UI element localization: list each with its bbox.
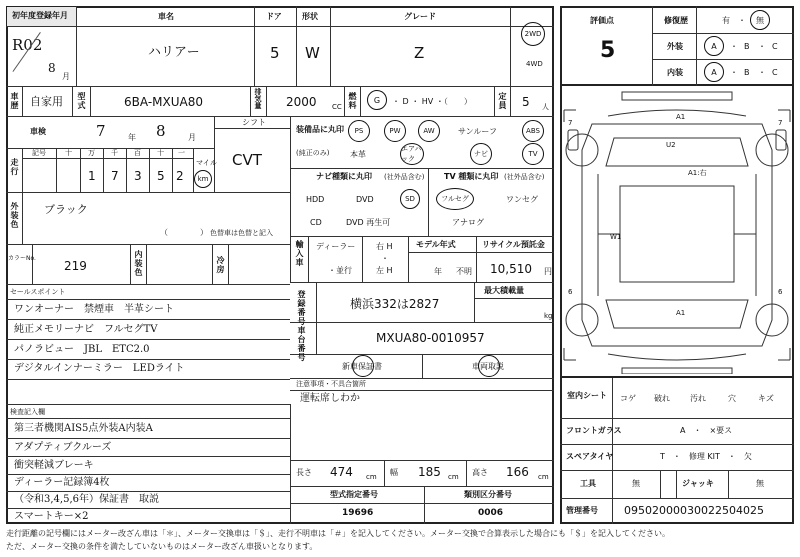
height-label: 高さ — [472, 468, 488, 477]
mileage-header-2: 万 — [88, 149, 95, 157]
month-unit: 月 — [62, 72, 70, 81]
class-no-label: 類別区分番号 — [464, 490, 512, 499]
mile-label: マイル — [196, 159, 217, 167]
cooler-label: 冷房 — [216, 256, 225, 274]
rating-label: 評価点 — [590, 16, 614, 25]
spare-label: スペアタイヤ — [566, 452, 614, 461]
corner-label-fr: 7 — [778, 119, 783, 127]
plate-value: 横浜332は2827 — [350, 297, 440, 311]
grade-value: Z — [414, 44, 425, 62]
drive-4wd: 4WD — [526, 60, 543, 68]
jack-label: ジャッキ — [682, 479, 714, 488]
length-value: 474 — [330, 465, 353, 479]
diagram-note: A1:右 — [688, 169, 707, 177]
diagram-mark-side: U2 — [666, 141, 676, 149]
equip-pw-circle: PW — [384, 120, 406, 142]
interior-dot-2: ・ — [758, 68, 766, 77]
recycle-value: 10,510 — [490, 262, 532, 276]
equip-abs-circle: ABS — [522, 120, 544, 142]
mileage-label: 走行 — [10, 158, 19, 176]
equip-airbag-circle: エアバック — [400, 143, 424, 165]
repair-dot: ・ — [738, 16, 746, 25]
type-value: 6BA-MXUA80 — [124, 95, 203, 109]
height-value: 166 — [506, 465, 529, 479]
sales-point-line-3: パノラビュー JBL ETC2.0 — [14, 344, 150, 355]
mileage-digit-3: 5 — [157, 169, 165, 183]
mileage-digit-1: 7 — [111, 169, 119, 183]
tv-label: TV 種類に丸印 — [444, 172, 499, 181]
import-label: 輸入車 — [295, 240, 304, 267]
length-label: 長さ — [296, 468, 312, 477]
nav-cd: CD — [310, 218, 322, 227]
interior-grade-a-circle: A — [704, 62, 724, 82]
mileage-digit-2: 3 — [134, 169, 142, 183]
capacity-value: 5 — [522, 95, 530, 109]
repair-yes: 有 — [722, 16, 730, 25]
notes-label: 注意事項・不具合箇所 — [296, 380, 366, 388]
fuel-g-circle: G — [367, 90, 387, 110]
inspector-label: 検査記入欄 — [10, 408, 45, 416]
width-label: 幅 — [390, 468, 398, 477]
exterior-grade-a-circle: A — [704, 36, 724, 56]
equip-tv-circle: TV — [522, 143, 544, 165]
notes-text: 運転席しわか — [300, 393, 360, 404]
repair-no-circle: 無 — [750, 10, 770, 30]
displacement-unit: CC — [332, 103, 342, 111]
displacement-label: 排気量 — [254, 88, 262, 109]
spare-options: T ・ 修理 KIT ・ 欠 — [660, 452, 752, 461]
interior-dot-1: ・ — [730, 68, 738, 77]
exterior-dot-2: ・ — [758, 42, 766, 51]
equipment-label: 装備品に丸印 — [296, 125, 344, 134]
chassis-label: 車台番号 — [297, 326, 306, 362]
interior-label: 内装 — [667, 68, 683, 77]
seat-opt-5: キズ — [758, 394, 774, 403]
inspection-month-unit: 月 — [188, 133, 196, 142]
model-name: ハリアー — [148, 45, 200, 60]
inspector-line-3: 衝突軽減ブレーキ — [14, 460, 94, 471]
grade-label: グレード — [404, 12, 436, 21]
class-no-value: 0006 — [478, 508, 504, 518]
seat-opt-4: 穴 — [728, 394, 736, 403]
seat-opt-3: 汚れ — [690, 394, 706, 403]
car-damage-diagram — [562, 90, 792, 374]
width-value: 185 — [418, 465, 441, 479]
mileage-digit-4: 2 — [176, 169, 184, 183]
interior-color-label: 内装色 — [134, 250, 143, 277]
glass-options: A ・ ×要ス — [680, 426, 733, 435]
model-year-unknown: 不明 — [456, 267, 472, 276]
capacity-unit: 人 — [542, 103, 549, 111]
sales-point-line-4: デジタルインナーミラー LEDライト — [14, 363, 185, 374]
color-no-value: 219 — [64, 259, 87, 273]
equip-navi-circle: ナビ — [470, 143, 492, 165]
mileage-header-0: 記号 — [32, 149, 46, 157]
import-dot: ・ — [381, 254, 389, 263]
displacement-value: 2000 — [286, 95, 317, 109]
mileage-digit-0: 1 — [88, 169, 96, 183]
mileage-header-6: 一 — [178, 149, 185, 157]
manual-mark — [478, 355, 500, 377]
mileage-header-3: 千 — [111, 149, 118, 157]
inspector-line-4: ディーラー記録簿4枚 — [14, 477, 110, 488]
nav-label: ナビ種類に丸印 — [316, 172, 372, 181]
color-paren: （ ） — [160, 228, 208, 237]
drive-2wd-circle: 2WD — [521, 22, 545, 46]
rating-score: 5 — [600, 38, 616, 63]
max-load-unit: kg — [544, 312, 553, 320]
warranty-mark — [352, 355, 374, 377]
length-unit: cm — [366, 473, 377, 481]
mgmt-label: 管理番号 — [566, 506, 598, 515]
exterior-color-label: 外装色 — [10, 202, 19, 229]
tools-label: 工具 — [580, 479, 596, 488]
door-label: ドア — [266, 12, 282, 21]
seat-label: 室内シート — [567, 391, 607, 400]
equip-leather: 本革 — [350, 150, 366, 159]
shape-label: 形状 — [302, 12, 318, 21]
first-reg-label: 初年度登録年月 — [12, 11, 68, 20]
sales-points-label: セールスポイント — [10, 288, 66, 296]
seat-opt-2: 破れ — [654, 394, 670, 403]
repair-label: 修復歴 — [664, 16, 688, 25]
tools-value: 無 — [632, 479, 640, 488]
interior-grade-b: B — [744, 68, 750, 77]
equip-ps-circle: PS — [348, 120, 370, 142]
type-no-value: 19696 — [342, 508, 374, 518]
exterior-dot-1: ・ — [730, 42, 738, 51]
km-circle: km — [194, 170, 212, 188]
color-no-label: カラーNo. — [8, 255, 36, 262]
tv-sub: (社外品含む) — [504, 173, 545, 181]
height-unit: cm — [538, 473, 549, 481]
max-load-label: 最大積載量 — [484, 286, 524, 295]
door-value: 5 — [270, 44, 280, 62]
glass-label: フロントガラス — [566, 426, 622, 435]
capacity-label: 定員 — [498, 92, 507, 110]
diagram-mark-rear: A1 — [676, 309, 686, 317]
manual-circle: 車両取説 — [472, 361, 504, 371]
first-reg-month: 8 — [48, 61, 56, 75]
model-year-unit: 年 — [434, 267, 442, 276]
diagram-mark-front: A1 — [676, 113, 686, 121]
shift-label: シフト — [242, 118, 266, 127]
corner-label-rl: 6 — [568, 288, 573, 296]
usage-value: 自家用 — [30, 95, 63, 108]
mileage-header-4: 百 — [134, 149, 141, 157]
jack-value: 無 — [756, 479, 764, 488]
diagram-mark-left: W1 — [610, 233, 622, 241]
nav-sub: (社外品含む) — [384, 173, 425, 181]
inspection-year-unit: 年 — [128, 133, 136, 142]
fuel-label: 燃料 — [348, 92, 357, 110]
recycle-yen: 円 — [544, 267, 552, 276]
inspector-line-6: スマートキー×2 — [14, 511, 89, 522]
exterior-label: 外装 — [667, 42, 683, 51]
fuel-options: ・ D ・ HV ・（ ） — [392, 97, 472, 106]
registration-label: 登録番号 — [297, 290, 306, 326]
interior-grade-c: C — [772, 68, 778, 77]
nav-hdd: HDD — [306, 195, 325, 204]
inspection-month: 8 — [156, 122, 166, 140]
model-name-label: 車名 — [158, 12, 174, 21]
tv-fullseg-circle: フルセグ — [436, 188, 474, 210]
model-year-label: モデル年式 — [416, 240, 456, 249]
usage-label: 車歴 — [10, 92, 19, 110]
mileage-header-1: 十 — [65, 149, 72, 157]
shape-value: W — [305, 44, 320, 62]
equip-sunroof: サンルーフ — [458, 127, 497, 136]
warranty-circle: 新車保証書 — [342, 361, 382, 371]
corner-label-rr: 6 — [778, 288, 783, 296]
exterior-grade-c: C — [772, 42, 778, 51]
mgmt-value: 09502000030022504025 — [624, 504, 764, 517]
tv-analog: アナログ — [452, 218, 484, 227]
corner-label-fl: 7 — [568, 119, 573, 127]
footer-line-1: 走行距離の記号欄にはメーター改ざん車は「＊」、メーター交換車は「＄」、走行不明車は「＃」を記入してください。メーター交換で合算表示した場合にも「＄」を記入してください。 — [6, 529, 670, 538]
tv-oneseg: ワンセグ — [506, 195, 538, 204]
equip-aw-circle: AW — [418, 120, 440, 142]
width-unit: cm — [448, 473, 459, 481]
first-reg-era: R02 — [12, 36, 43, 54]
color-note: 色替車は色替と記入 — [210, 229, 273, 237]
import-parallel: ・並行 — [328, 266, 352, 275]
nav-sd-circle: SD — [400, 189, 420, 209]
sales-point-line-2: 純正メモリーナビ フルセグTV — [14, 324, 158, 335]
recycle-label: リサイクル預託金 — [482, 240, 545, 249]
sales-point-line-1: ワンオーナー 禁煙車 半革シート — [14, 304, 174, 315]
nav-dvd: DVD — [356, 195, 374, 204]
inspector-line-2: アダプティブクルーズ — [14, 442, 112, 453]
exterior-color-value: ブラック — [44, 203, 88, 216]
import-dealer: ディーラー — [316, 242, 356, 251]
inspector-line-5: （令和3,4,5,6年）保証書 取説 — [14, 494, 159, 505]
import-right-h: 右 H — [376, 242, 393, 251]
inspection-label: 車検 — [30, 127, 46, 136]
inspector-line-1: 第三者機関AIS5点外装A内装A — [14, 423, 153, 434]
equipment-sub: (純正のみ) — [296, 149, 330, 157]
type-label: 型式 — [77, 92, 86, 110]
exterior-grade-b: B — [744, 42, 750, 51]
type-no-label: 型式指定番号 — [330, 490, 378, 499]
import-left-h: 左 H — [376, 266, 393, 275]
footer-line-2: ただ、メーター交換の条件を満たしていないものはメーター改ざん車扱いとなります。 — [6, 542, 318, 551]
nav-dvd-play: DVD 再生可 — [346, 218, 391, 227]
inspection-year: 7 — [96, 122, 106, 140]
shift-value: CVT — [232, 151, 262, 169]
seat-opt-1: コゲ — [620, 394, 636, 403]
mileage-header-5: 十 — [157, 149, 164, 157]
chassis-value: MXUA80-0010957 — [376, 331, 485, 345]
